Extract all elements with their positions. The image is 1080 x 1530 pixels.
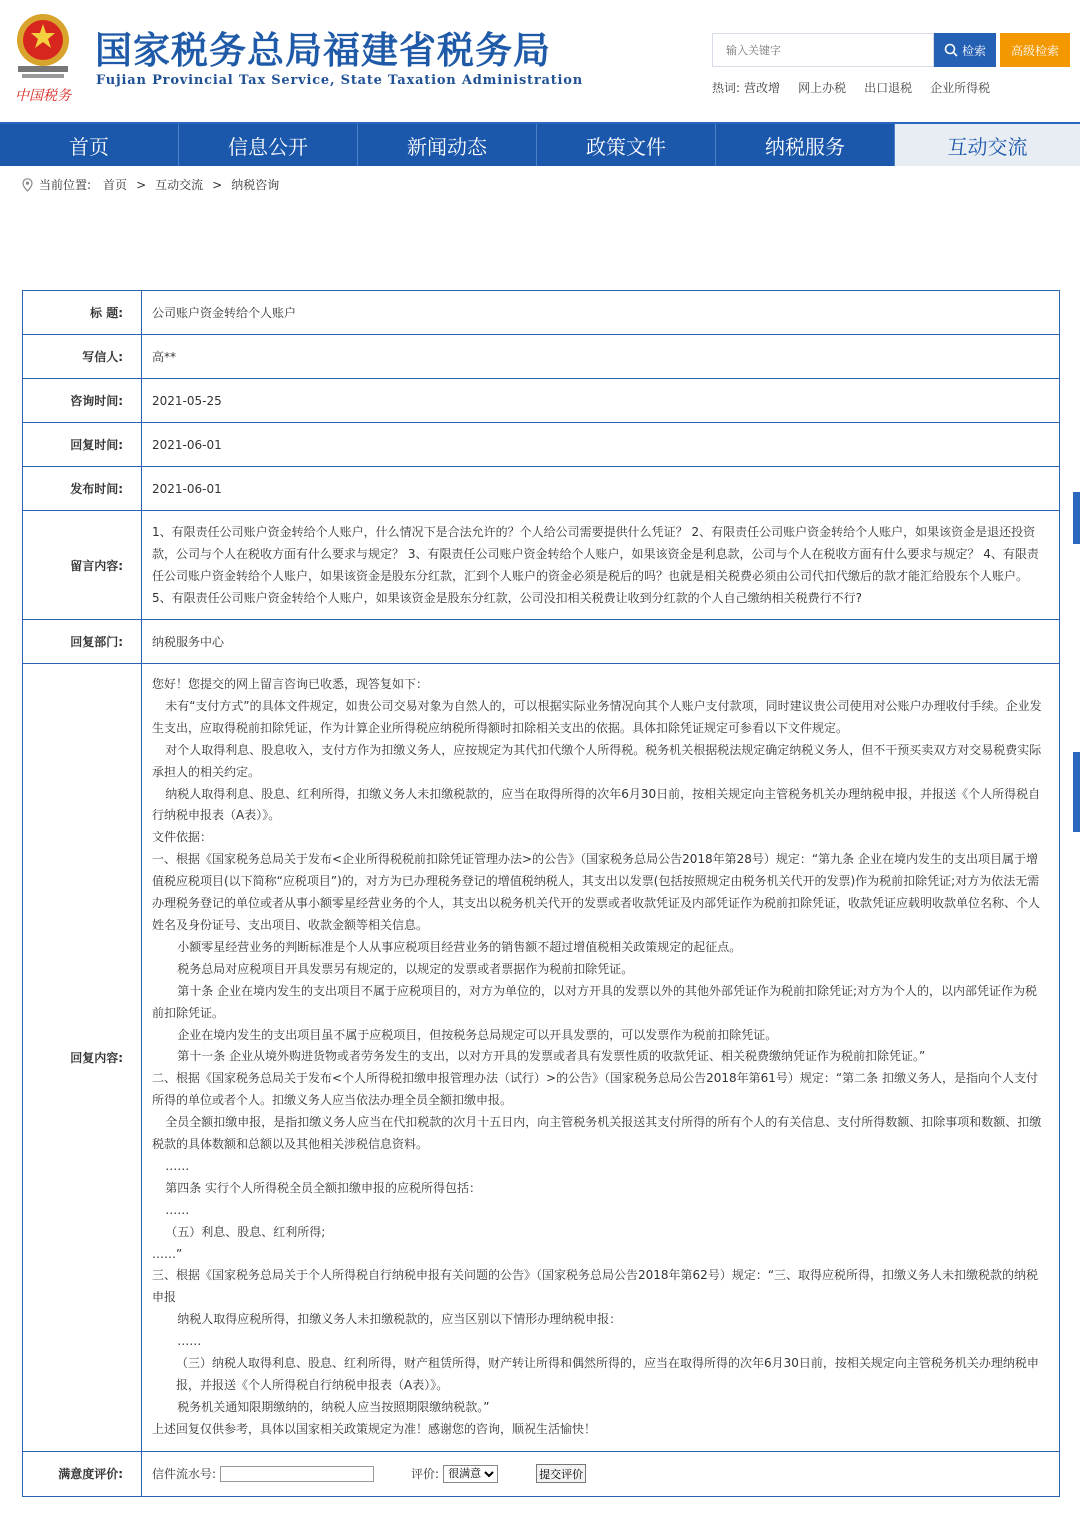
row-title [23, 291, 1060, 335]
dept-label: 回复部门: [23, 620, 142, 664]
row-reply [23, 664, 1060, 1452]
submit-evaluation-button[interactable]: 提交评价 [536, 1464, 586, 1483]
svg-text:中国税务: 中国税务 [15, 88, 71, 104]
consultation-detail-table [22, 290, 1060, 1497]
hot-word-link[interactable]: 网上办税 [798, 81, 847, 95]
breadcrumb-label: 当前位置: [39, 178, 92, 192]
nav-item-news[interactable]: 新闻动态 [358, 124, 537, 166]
breadcrumb [22, 176, 279, 193]
tax-emblem-logo[interactable] [8, 10, 78, 106]
search-box [712, 33, 934, 67]
publish-time-label: 发布时间: [23, 467, 142, 511]
consult-time-value: 2021-05-25 [142, 379, 1060, 423]
row-dept [23, 620, 1060, 664]
nav-item-policy[interactable]: 政策文件 [537, 124, 716, 166]
reply-paragraph: ……” [152, 1246, 183, 1261]
nav-item-interaction[interactable]: 互动交流 [895, 124, 1080, 166]
reply-content [142, 664, 1060, 1452]
reply-paragraph: 三、根据《国家税务总局关于个人所得税自行纳税申报有关问题的公告》（国家税务总局公告2018年第62号）规定：“三、取得应税所得，扣缴义务人未扣缴税款的纳税申报 [152, 1268, 1039, 1305]
reply-paragraph: 第四条 实行个人所得税全员全额扣缴申报的应税所得包括： [165, 1180, 482, 1195]
reply-paragraph: 上述回复仅供参考，具体以国家相关政策规定为准！感谢您的咨询，顺祝生活愉快！ [152, 1421, 597, 1436]
message-content: 1、有限责任公司账户资金转给个人账户，什么情况下是合法允许的？个人给公司需要提供什么凭证？ 2、有限责任公司账户资金转给个人账户，如果该资金是退还投资款，公司与个人在税收方面有什么要求与规定？ 3、有限责任公司账户资金转给个人账户，如果该资金是利息款，公司与个人在税收方面有什么要求与规定？ 4、有限责任公司账户资金转给个人账户，如果该资金是股东分红款，汇到个人账户的资金必须是税后的吗？也就是相关税费必须由公司代扣代缴后的款才能汇给股东个人账户。 5、有限责任公司账户资金转给个人账户，如果该资金是股东分红款，公司没扣相关税费让收到分红款的个人自己缴纳相关税费行不行? [142, 511, 1060, 620]
reply-paragraph: （三）纳税人取得利息、股息、红利所得，财产租赁所得，财产转让所得和偶然所得的，应当在取得所得的次年6月30日前，按相关规定向主管税务机关办理纳税申报，并报送《个人所得税自行纳税申报表（A表）》。 [176, 1356, 1039, 1392]
reply-paragraph: …… [165, 1202, 190, 1217]
reply-paragraph: 纳税人取得应税所得，扣缴义务人未扣缴税款的，应当区别以下情形办理纳税申报： [177, 1312, 622, 1327]
site-title: 国家税务总局福建省税务局 [95, 28, 551, 72]
reply-paragraph: （五）利息、股息、红利所得; [165, 1224, 326, 1239]
reply-paragraph: 您好！您提交的网上留言咨询已收悉，现答复如下： [152, 677, 429, 691]
hot-word-link[interactable]: 企业所得税 [930, 81, 991, 95]
reply-paragraph: 税务总局对应税项目开具发票另有规定的，以规定的发票或者票据作为税前扣除凭证。 [177, 961, 634, 976]
reply-paragraph: 第十一条 企业从境外购进货物或者劳务发生的支出，以对方开具的发票或者具有发票性质的收款凭证、相关税费缴纳凭证作为税前扣除凭证。” [177, 1049, 926, 1064]
row-message [23, 511, 1060, 620]
breadcrumb-tax-consult[interactable]: 纳税咨询 [231, 178, 280, 192]
row-rating [23, 1451, 1060, 1496]
site-subtitle: Fujian Provincial Tax Service, State Taxation Administration [96, 73, 584, 88]
writer-value: 高** [142, 335, 1060, 379]
search-button-label: 检索 [961, 43, 986, 58]
main-nav [0, 122, 1080, 166]
search-button[interactable] [934, 33, 996, 67]
row-reply-time [23, 423, 1060, 467]
writer-label: 写信人: [23, 335, 142, 379]
reply-paragraph: 文件依据： [152, 830, 213, 845]
site-header [0, 0, 1080, 122]
row-writer [23, 335, 1060, 379]
reply-time-value: 2021-06-01 [142, 423, 1060, 467]
reply-paragraph: 小额零星经营业务的判断标准是个人从事应税项目经营业务的销售额不超过增值税相关政策规定的起征点。 [177, 939, 742, 954]
location-pin-icon [22, 178, 33, 192]
reply-paragraph: 二、根据《国家税务总局关于发布<个人所得税扣缴申报管理办法（试行）>的公告》（国家税务总局公告2018年第61号）规定：“第二条 扣缴义务人，是指向个人支付所得的单位或者个人。扣缴义务人应当依法办理全员全额扣缴申报。 [152, 1071, 1038, 1108]
evaluation-select[interactable] [443, 1465, 498, 1483]
title-value: 公司账户资金转给个人账户 [142, 291, 1060, 335]
eval-label: 评价: [411, 1466, 440, 1481]
side-float-tab[interactable] [1073, 752, 1080, 832]
reply-paragraph: 未有“支付方式”的具体文件规定，如贵公司交易对象为自然人的，可以根据实际业务情况向其个人账户支付款项，同时建议贵公司使用对公账户办理收付手续。企业发生支出，应取得税前扣除凭证，作为计算企业所得税应纳税所得额时扣除相关支出的依据。具体扣除凭证规定可参看以下文件规定。 [152, 698, 1042, 735]
reply-paragraph: 一、根据《国家税务总局关于发布<企业所得税税前扣除凭证管理办法>的公告》（国家税务总局公告2018年第28号）规定：“第九条 企业在境内发生的支出项目属于增值税应税项目(以下简称“应税项目”)的，对方为已办理税务登记的增值税纳税人，其支出以发票(包括按照规定由税务机关代开的发票)作为税前扣除凭证;对方为依法无需办理税务登记的单位或者从事小额零星经营业务的个人，其支出以税务机关代开的发票或者收款凭证及内部凭证作为税前扣除凭证，收款凭证应载明收款单位名称、个人姓名及身份证号、支出项目、收款金额等相关信息。 [152, 852, 1041, 932]
reply-paragraph: 全员全额扣缴申报，是指扣缴义务人应当在代扣税款的次月十五日内，向主管税务机关报送其支付所得的所有个人的有关信息、支付所得数额、扣除事项和数额、扣缴税款的具体数额和总额以及其他相关涉税信息资料。 [152, 1115, 1042, 1152]
serial-input[interactable] [220, 1466, 374, 1482]
nav-item-info-disclosure[interactable]: 信息公开 [179, 124, 358, 166]
reply-label: 回复内容: [23, 664, 142, 1452]
serial-label: 信件流水号: [152, 1466, 217, 1481]
hot-word-link[interactable]: 出口退税 [864, 81, 913, 95]
nav-item-tax-service[interactable]: 纳税服务 [716, 124, 895, 166]
advanced-search-button[interactable]: 高级检索 [1000, 33, 1070, 67]
hot-word-link[interactable]: 营改增 [744, 81, 781, 95]
side-float-tab[interactable] [1073, 492, 1080, 544]
dept-value: 纳税服务中心 [142, 620, 1060, 664]
reply-paragraph: 纳税人取得利息、股息、红利所得，扣缴义务人未扣缴税款的，应当在取得所得的次年6月30日前，按相关规定向主管税务机关办理纳税申报，并报送《个人所得税自行纳税申报表（A表）》。 [152, 786, 1041, 823]
reply-paragraph: …… [165, 1158, 190, 1173]
consult-time-label: 咨询时间: [23, 379, 142, 423]
reply-paragraph: …… [177, 1334, 202, 1349]
row-consult-time [23, 379, 1060, 423]
message-label: 留言内容: [23, 511, 142, 620]
reply-paragraph: 第十条 企业在境内发生的支出项目不属于应税项目的，对方为单位的，以对方开具的发票以外的其他外部凭证作为税前扣除凭证;对方为个人的，以内部凭证作为税前扣除凭证。 [152, 983, 1038, 1020]
reply-paragraph: 对个人取得利息、股息收入，支付方作为扣缴义务人，应按规定为其代扣代缴个人所得税。税务机关根据税法规定确定纳税义务人，但不干预买卖双方对交易税费实际承担人的相关约定。 [152, 742, 1042, 779]
hot-words [712, 79, 1004, 96]
reply-time-label: 回复时间: [23, 423, 142, 467]
search-input[interactable] [713, 34, 933, 66]
reply-paragraph: 税务机关通知限期缴纳的，纳税人应当按照期限缴纳税款。” [177, 1399, 490, 1414]
publish-time-value: 2021-06-01 [142, 467, 1060, 511]
breadcrumb-separator: > [212, 177, 223, 192]
breadcrumb-home[interactable]: 首页 [103, 178, 128, 192]
hot-words-label: 热词: [712, 81, 741, 95]
row-publish-time [23, 467, 1060, 511]
nav-item-home[interactable]: 首页 [0, 124, 179, 166]
rating-label: 满意度评价: [23, 1451, 142, 1496]
breadcrumb-separator: > [136, 177, 147, 192]
breadcrumb-interaction[interactable]: 互动交流 [155, 178, 204, 192]
search-icon [944, 43, 958, 57]
rating-form [142, 1451, 1060, 1496]
reply-paragraph: 企业在境内发生的支出项目虽不属于应税项目，但按税务总局规定可以开具发票的，可以发票作为税前扣除凭证。 [177, 1027, 778, 1042]
title-label: 标 题: [23, 291, 142, 335]
